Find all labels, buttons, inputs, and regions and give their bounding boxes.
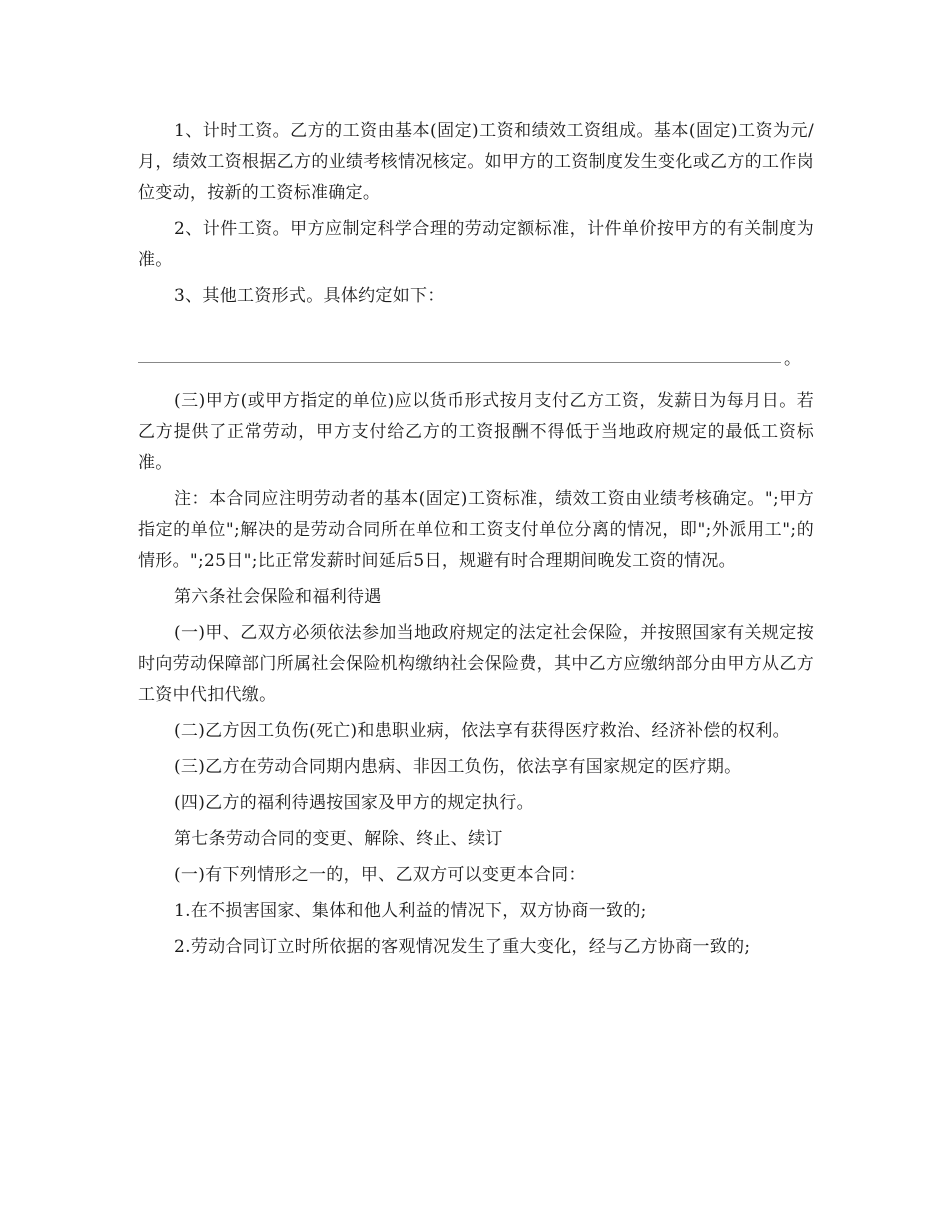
heading-article-seven: 第七条劳动合同的变更、解除、终止、续订 <box>174 829 503 849</box>
blank-underline <box>138 362 781 363</box>
paragraph-other-wage: 3、其他工资形式。具体约定如下： <box>174 286 445 306</box>
document-page <box>138 116 814 968</box>
paragraph-welfare: (四)乙方的福利待遇按国家及甲方的规定执行。 <box>174 793 534 813</box>
list-item-2: 2.劳动合同订立时所依据的客观情况发生了重大变化，经与乙方协商一致的; <box>174 937 751 957</box>
paragraph-piece-wage: 2、计件工资。甲方应制定科学合理的劳动定额标准，计件单价按甲方的有关制度为准。 <box>138 219 814 270</box>
paragraph-work-injury: (二)乙方因工负伤(死亡)和患职业病，依法享有获得医疗救治、经济补偿的权利。 <box>174 721 790 741</box>
heading-article-six: 第六条社会保险和福利待遇 <box>174 587 382 607</box>
paragraph-change-conditions: (一)有下列情形之一的，甲、乙双方可以变更本合同： <box>174 865 586 885</box>
fill-in-blank-line <box>138 342 814 382</box>
paragraph-hourly-wage: 1、计时工资。乙方的工资由基本(固定)工资和绩效工资组成。基本(固定)工资为元/月，绩效工资根据乙方的业绩考核情况核定。如甲方的工资制度发生变化或乙方的工作岗位变动，按新的工资标准确定。 <box>138 121 814 203</box>
paragraph-payment-schedule: (三)甲方(或甲方指定的单位)应以货币形式按月支付乙方工资，发薪日为每月日。若乙方提供了正常劳动，甲方支付给乙方的工资报酬不得低于当地政府规定的最低工资标准。 <box>138 391 814 473</box>
paragraph-social-insurance: (一)甲、乙双方必须依法参加当地政府规定的法定社会保险，并按照国家有关规定按时向劳动保障部门所属社会保险机构缴纳社会保险费，其中乙方应缴纳部分由甲方从乙方工资中代扣代缴。 <box>138 623 814 705</box>
blank-line-end-mark: 。 <box>784 349 801 369</box>
list-item-1: 1.在不损害国家、集体和他人利益的情况下，双方协商一致的; <box>174 901 647 921</box>
paragraph-medical-period: (三)乙方在劳动合同期内患病、非因工负伤，依法享有国家规定的医疗期。 <box>174 757 742 777</box>
paragraph-note: 注：本合同应注明劳动者的基本(固定)工资标准，绩效工资由业绩考核确定。";甲方指定的单位";解决的是劳动合同所在单位和工资支付单位分离的情况，即";外派用工";的情形。";25日";比正常发薪时间延后5日，规避有时合理期间晚发工资的情况。 <box>138 489 814 571</box>
